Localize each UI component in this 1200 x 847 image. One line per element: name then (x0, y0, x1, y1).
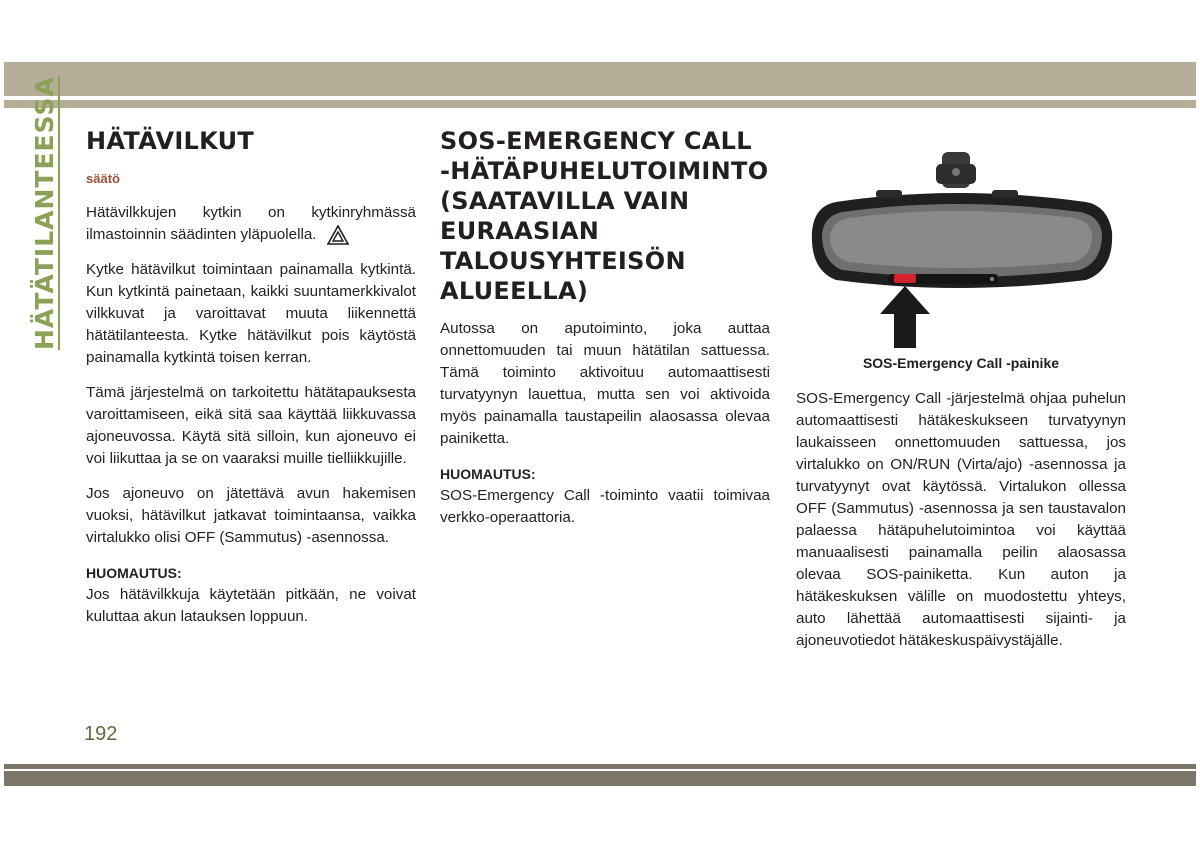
page-number: 192 (84, 723, 118, 745)
note-label: HUOMAUTUS: (440, 466, 536, 482)
section-side-tab: HÄTÄTILANTEESSA (30, 76, 59, 350)
paragraph-text: Hätävilkkujen kytkin on kytkinryhmässä ilmastoinnin säädinten yläpuolella. (86, 204, 416, 243)
paragraph: Tämä järjestelmä on tarkoitettu hätätapauksesta varoittamiseen, eikä sitä saa käyttää liikkuvassa ajoneuvossa. Käytä sitä silloin, kun ajoneuvo ei voi liikuttaa ja se on vaaraksi muille tielliikkujille. (86, 384, 416, 467)
header-rule (4, 100, 1196, 108)
paragraph: Kytke hätävilkut toimintaan painamalla kytkintä. Kun kytkintä painetaan, kaikki suuntamerkkivalot vilkkuvat ja varoittavat muuta liikennettä hätätilanteesta. Kytke hätävilkut pois käytöstä painamalla kytkintä toisen kerran. (86, 261, 416, 366)
paragraph: Autossa on aputoiminto, joka auttaa onnettomuuden tai muun hätätilan sattuessa. Tämä toiminto aktivoituu automaattisesti turvatyynyn lauettua, mutta sen voi aktivoida myös painamalla taustapeilin alaosassa olevaa painiketta. (440, 320, 770, 447)
hazard-lights-title: HÄTÄVILKUT (86, 127, 255, 155)
middle-column (440, 126, 770, 542)
note-label: HUOMAUTUS: (86, 565, 182, 581)
subheading: säätö (86, 171, 120, 186)
paragraph (86, 202, 416, 246)
note-text: Jos hätävilkkuja käytetään pitkään, ne voivat kuluttaa akun latauksen loppuun. (86, 586, 416, 625)
hazard-triangle-icon (327, 225, 349, 245)
paragraph: SOS-Emergency Call -järjestelmä ohjaa puhelun automaattisesti hätäkeskukseen turvatyynyn laukaisseen onnettomuuden sattuessa, jos virtalukko on ON/RUN (Virta/ajo) -asennossa ja turvatyynyt ovat käytössä. Virtalukon ollessa OFF (Sammutus) -asennossa ja sen taustavalon palaessa hätäpuhelutoimintoa voi käyttää manuaalisesti painamalla peilin alaosassa olevaa SOS-painiketta. Kun auton ja hätäkeskuksen välille on muodostettu yhteys, auto lähettää automaattisesti sijainti- ja ajoneuvotiedot hätäkeskuspäivystäjälle. (796, 390, 1126, 649)
note-text: SOS-Emergency Call -toiminto vaatii toimivaa verkko-operaattoria. (440, 487, 770, 526)
paragraph: Jos ajoneuvo on jätettävä avun hakemisen vuoksi, hätävilkut jatkavat toimintaansa, vaikka virtalukko olisi OFF (Sammutus) -asennossa. (86, 485, 416, 546)
sos-button[interactable] (894, 274, 916, 283)
sos-title: SOS-EMERGENCY CALL -HÄTÄPUHELUTOIMINTO (SAATAVILLA VAIN EURAASIAN TALOUSYHTEISÖN ALUEELLA) (440, 127, 769, 305)
rearview-mirror-figure (796, 152, 1126, 352)
right-column (796, 152, 1126, 665)
arrow-icon (880, 286, 930, 348)
rearview-mirror-illustration (796, 152, 1126, 352)
figure-caption: SOS-Emergency Call -painike (862, 355, 1060, 371)
header-band (4, 62, 1196, 96)
footer-band (4, 771, 1196, 786)
footer-rule (4, 764, 1196, 769)
left-column (86, 126, 416, 641)
